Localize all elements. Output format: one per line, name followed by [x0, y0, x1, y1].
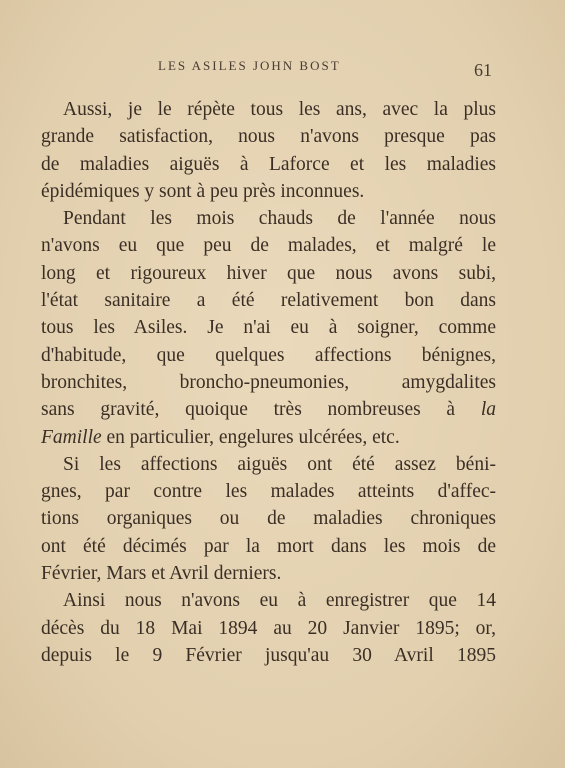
text-line [41, 178, 496, 205]
text-line-content: de maladies aiguës à Laforce et les maladies [41, 153, 496, 175]
text-line [41, 505, 496, 532]
text-line [41, 260, 496, 287]
italic-word: Famille [41, 426, 102, 448]
text-line-content: Février, Mars et Avril derniers. [41, 563, 282, 585]
text-line [41, 396, 496, 423]
italic-word: la [480, 399, 496, 421]
text-line [41, 151, 496, 178]
text-line-content: ont été décimés par la mort dans les mois de [41, 535, 496, 557]
text-line [41, 123, 496, 150]
text-line [41, 533, 496, 560]
text-line-content: d'habitude, que quelques affections bénignes, [41, 344, 496, 366]
text-line-content: tous les Asiles. Je n'ai eu à soigner, comme [41, 317, 496, 339]
text-line-content: décès du 18 Mai 1894 au 20 Janvier 1895; or, [41, 617, 496, 639]
text-line [41, 451, 496, 478]
text-line-content: Pendant les mois chauds de l'année nous [63, 208, 496, 230]
page-number: 61 [474, 60, 492, 80]
text-line [41, 560, 496, 587]
text-line-content: sans gravité, quoique très nombreuses à [41, 399, 456, 421]
running-title: LES ASILES JOHN BOST [158, 58, 341, 73]
text-line-content: Si les affections aiguës ont été assez béni- [63, 453, 496, 475]
text-line-content: gnes, par contre les malades atteints d'affec- [41, 481, 496, 503]
text-line-content: long et rigoureux hiver que nous avons subi, [41, 262, 496, 284]
text-line [41, 642, 496, 669]
text-line-content: Aussi, je le répète tous les ans, avec la plus [63, 99, 496, 120]
text-line [41, 96, 496, 123]
text-line-content: grande satisfaction, nous n'avons presque pas [41, 126, 496, 148]
text-line [41, 615, 496, 642]
text-line-content: épidémiques y sont à peu près inconnues. [41, 180, 365, 202]
text-line-content: Ainsi nous n'avons eu à enregistrer que 14 [63, 590, 496, 612]
text-line [41, 478, 496, 505]
text-line-content: bronchites, broncho-pneumonies, amygdalites [41, 371, 496, 393]
text-line [41, 287, 496, 314]
text-line-content: l'état sanitaire a été relativement bon dans [41, 290, 496, 312]
text-line [41, 232, 496, 259]
text-line [41, 369, 496, 396]
text-line [41, 205, 496, 232]
text-line-content: n'avons eu que peu de malades, et malgré le [41, 235, 496, 257]
body-text [41, 96, 496, 669]
text-line [41, 314, 496, 341]
text-line [41, 342, 496, 369]
text-line [41, 424, 496, 451]
text-line-content: depuis le 9 Février jusqu'au 30 Avril 1895 [41, 644, 496, 666]
text-line [41, 587, 496, 614]
text-line-content: en particulier, engelures ulcérées, etc. [106, 426, 400, 448]
text-line-content: tions organiques ou de maladies chroniques [41, 508, 496, 530]
